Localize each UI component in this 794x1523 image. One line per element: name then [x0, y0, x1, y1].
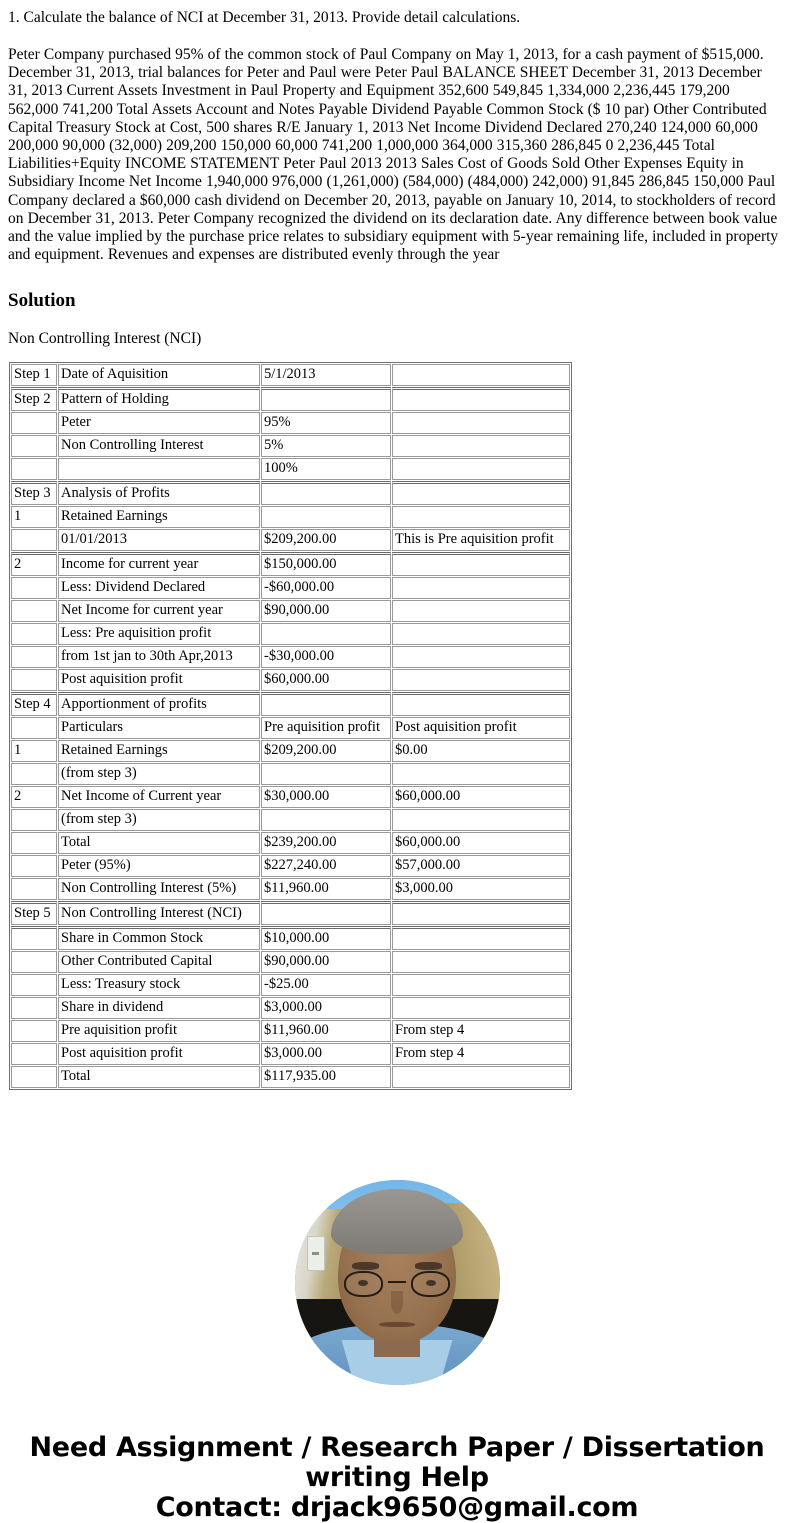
table-cell-step	[11, 529, 57, 551]
table-cell-note	[392, 646, 570, 668]
table-cell-value: $227,240.00	[261, 855, 391, 877]
table-cell-step	[11, 623, 57, 645]
table-cell-value	[261, 623, 391, 645]
table-cell-particular: Apportionment of profits	[58, 692, 260, 716]
table-cell-note	[392, 623, 570, 645]
table-cell-particular: Less: Treasury stock	[58, 974, 260, 996]
avatar-eyeglass-lens-left	[344, 1271, 383, 1298]
portrait-section	[0, 1090, 794, 1385]
table-cell-particular: Less: Dividend Declared	[58, 577, 260, 599]
avatar-nose	[391, 1291, 403, 1314]
table-cell-particular: Peter (95%)	[58, 855, 260, 877]
table-cell-note	[392, 435, 570, 457]
table-cell-note	[392, 552, 570, 576]
table-cell-step	[11, 809, 57, 831]
table-cell-step	[11, 435, 57, 457]
nci-table-wrapper	[0, 348, 794, 1090]
table-row	[11, 623, 570, 645]
avatar-eyeglass-lens-right	[411, 1271, 450, 1298]
table-cell-particular: Net Income for current year	[58, 600, 260, 622]
table-row	[11, 786, 570, 808]
table-cell-value	[261, 692, 391, 716]
table-cell-step	[11, 577, 57, 599]
table-cell-particular: Share in dividend	[58, 997, 260, 1019]
table-row	[11, 600, 570, 622]
nci-table-body	[11, 364, 570, 1088]
table-cell-step	[11, 974, 57, 996]
table-cell-value: $3,000.00	[261, 1043, 391, 1065]
table-cell-step	[11, 600, 57, 622]
table-cell-step	[11, 832, 57, 854]
table-cell-note	[392, 506, 570, 528]
table-row	[11, 878, 570, 900]
question-line: 1. Calculate the balance of NCI at December 31, 2013. Provide detail calculations.	[8, 9, 521, 26]
table-cell-value: $90,000.00	[261, 600, 391, 622]
table-cell-note: From step 4	[392, 1043, 570, 1065]
solution-heading: Solution	[8, 290, 76, 312]
table-row	[11, 1066, 570, 1088]
table-cell-note: This is Pre aquisition profit	[392, 529, 570, 551]
table-cell-value: 95%	[261, 412, 391, 434]
table-cell-step: Step 4	[11, 692, 57, 716]
table-cell-particular: Particulars	[58, 717, 260, 739]
table-cell-step	[11, 458, 57, 480]
promo-banner	[0, 1385, 794, 1523]
table-row	[11, 481, 570, 505]
table-cell-step	[11, 855, 57, 877]
table-cell-particular: Non Controlling Interest	[58, 435, 260, 457]
table-cell-value: 5%	[261, 435, 391, 457]
table-caption: Non Controlling Interest (NCI)	[8, 330, 202, 348]
table-row	[11, 387, 570, 411]
table-cell-step: Step 1	[11, 364, 57, 386]
table-cell-note	[392, 809, 570, 831]
table-cell-particular: (from step 3)	[58, 763, 260, 785]
table-cell-particular: Retained Earnings	[58, 506, 260, 528]
table-cell-particular: Total	[58, 1066, 260, 1088]
table-row	[11, 832, 570, 854]
table-cell-particular: Net Income of Current year	[58, 786, 260, 808]
table-cell-step	[11, 763, 57, 785]
nci-calculation-table	[9, 362, 572, 1090]
table-cell-value	[261, 481, 391, 505]
table-cell-step: 2	[11, 786, 57, 808]
table-cell-particular: 01/01/2013	[58, 529, 260, 551]
table-cell-particular: Date of Aquisition	[58, 364, 260, 386]
table-cell-step	[11, 1066, 57, 1088]
table-cell-step: Step 3	[11, 481, 57, 505]
table-row	[11, 1020, 570, 1042]
table-row	[11, 577, 570, 599]
table-row	[11, 529, 570, 551]
table-cell-particular: from 1st jan to 30th Apr,2013	[58, 646, 260, 668]
table-cell-value: $150,000.00	[261, 552, 391, 576]
table-cell-value: $90,000.00	[261, 951, 391, 973]
table-row	[11, 951, 570, 973]
table-cell-particular: Pre aquisition profit	[58, 1020, 260, 1042]
table-cell-note	[392, 412, 570, 434]
table-cell-value: -$60,000.00	[261, 577, 391, 599]
table-cell-value: -$25.00	[261, 974, 391, 996]
table-cell-note	[392, 692, 570, 716]
table-row	[11, 809, 570, 831]
table-cell-step: Step 2	[11, 387, 57, 411]
table-cell-value	[261, 763, 391, 785]
table-row	[11, 435, 570, 457]
table-row	[11, 1043, 570, 1065]
table-cell-value: Pre aquisition profit	[261, 717, 391, 739]
table-cell-particular: (from step 3)	[58, 809, 260, 831]
table-cell-value	[261, 506, 391, 528]
table-row	[11, 412, 570, 434]
table-row	[11, 506, 570, 528]
table-cell-step	[11, 717, 57, 739]
table-cell-note	[392, 997, 570, 1019]
table-cell-note	[392, 669, 570, 691]
table-row	[11, 458, 570, 480]
avatar-eyeglass-bridge	[388, 1281, 406, 1283]
table-cell-note: From step 4	[392, 1020, 570, 1042]
table-cell-particular: Less: Pre aquisition profit	[58, 623, 260, 645]
table-cell-note	[392, 763, 570, 785]
table-row	[11, 692, 570, 716]
avatar-eyebrow-right	[415, 1262, 442, 1269]
table-row	[11, 717, 570, 739]
table-cell-step	[11, 1043, 57, 1065]
promo-line-1: Need Assignment / Research Paper / Dissertation	[29, 1432, 765, 1464]
table-cell-value: $209,200.00	[261, 740, 391, 762]
table-cell-particular: Income for current year	[58, 552, 260, 576]
table-row	[11, 997, 570, 1019]
table-cell-particular: Post aquisition profit	[58, 1043, 260, 1065]
promo-line-2: writing Help	[305, 1462, 489, 1494]
table-cell-step	[11, 997, 57, 1019]
table-row	[11, 855, 570, 877]
table-cell-particular: Retained Earnings	[58, 740, 260, 762]
table-cell-note	[392, 458, 570, 480]
table-cell-particular: Analysis of Profits	[58, 481, 260, 505]
table-cell-note	[392, 926, 570, 950]
table-cell-note	[392, 387, 570, 411]
table-cell-value: 100%	[261, 458, 391, 480]
table-cell-value: $11,960.00	[261, 1020, 391, 1042]
table-cell-particular: Total	[58, 832, 260, 854]
table-cell-value	[261, 901, 391, 925]
table-cell-note	[392, 577, 570, 599]
table-cell-note	[392, 364, 570, 386]
table-cell-note: $60,000.00	[392, 832, 570, 854]
table-cell-value: $209,200.00	[261, 529, 391, 551]
table-cell-step: Step 5	[11, 901, 57, 925]
table-cell-particular: Non Controlling Interest (5%)	[58, 878, 260, 900]
table-cell-value: $239,200.00	[261, 832, 391, 854]
table-cell-note: Post aquisition profit	[392, 717, 570, 739]
table-cell-value: $11,960.00	[261, 878, 391, 900]
table-cell-note	[392, 974, 570, 996]
table-row	[11, 901, 570, 925]
table-cell-step	[11, 926, 57, 950]
table-cell-value: $10,000.00	[261, 926, 391, 950]
table-cell-note: $60,000.00	[392, 786, 570, 808]
table-row	[11, 974, 570, 996]
table-row	[11, 669, 570, 691]
table-cell-note	[392, 1066, 570, 1088]
table-cell-step	[11, 951, 57, 973]
table-cell-step	[11, 412, 57, 434]
table-cell-note	[392, 901, 570, 925]
table-row	[11, 763, 570, 785]
table-cell-note	[392, 481, 570, 505]
table-row	[11, 364, 570, 386]
table-cell-step: 1	[11, 506, 57, 528]
table-cell-particular	[58, 458, 260, 480]
table-cell-step: 2	[11, 552, 57, 576]
table-cell-particular: Peter	[58, 412, 260, 434]
table-cell-value: $3,000.00	[261, 997, 391, 1019]
problem-statement-paragraph: Peter Company purchased 95% of the common stock of Paul Company on May 1, 2013, for a cash payment of $515,000. December 31, 2013, trial balances for Peter and Paul were Peter Paul BALANCE SHEET December 31, 2013 December 31, 2013 Current Assets Investment in Paul Property and Equipment 352,600 549,845 1,334,000 2,236,445 179,200 562,000 741,200 Total Assets Account and Notes Payable Dividend Payable Common Stock ($ 10 par) Other Contributed Capital Treasury Stock at Cost, 500 shares R/E January 1, 2013 Net Income Dividend Declared 270,240 124,000 60,000 200,000 90,000 (32,000) 209,200 150,000 60,000 741,200 1,000,000 364,000 315,360 286,845 0 2,236,445 Total Liabilities+Equity INCOME STATEMENT Peter Paul 2013 2013 Sales Cost of Goods Sold Other Expenses Equity in Subsidiary Income Net Income 1,940,000 976,000 (1,261,000) (584,000) (484,000) 242,000) 91,845 286,845 150,000 Paul Company declared a $60,000 cash dividend on December 20, 2013, payable on January 10, 2014, to stockholders of record on December 31, 2013. Peter Company recognized the dividend on its declaration date. Any difference between book value and the value implied by the purchase price relates to subsidiary equipment with 5-year remaining life, included in property and equipment. Revenues and expenses are distributed evenly through the year	[8, 46, 779, 264]
table-cell-value: $30,000.00	[261, 786, 391, 808]
avatar	[295, 1180, 500, 1385]
table-cell-value: $60,000.00	[261, 669, 391, 691]
table-cell-note: $0.00	[392, 740, 570, 762]
table-row	[11, 552, 570, 576]
table-row	[11, 740, 570, 762]
table-cell-value	[261, 809, 391, 831]
avatar-eyebrow-left	[352, 1262, 379, 1269]
table-cell-particular: Post aquisition profit	[58, 669, 260, 691]
table-cell-value: $117,935.00	[261, 1066, 391, 1088]
table-row	[11, 926, 570, 950]
table-cell-particular: Other Contributed Capital	[58, 951, 260, 973]
table-cell-value: 5/1/2013	[261, 364, 391, 386]
table-cell-note	[392, 600, 570, 622]
table-cell-step	[11, 646, 57, 668]
table-cell-step	[11, 878, 57, 900]
table-cell-particular: Non Controlling Interest (NCI)	[58, 901, 260, 925]
avatar-mouth	[379, 1322, 416, 1327]
table-cell-value: -$30,000.00	[261, 646, 391, 668]
table-cell-note	[392, 951, 570, 973]
promo-line-3: Contact: drjack9650@gmail.com	[155, 1492, 639, 1523]
avatar-light-switch	[307, 1236, 325, 1271]
table-cell-particular: Pattern of Holding	[58, 387, 260, 411]
table-cell-note: $57,000.00	[392, 855, 570, 877]
table-cell-step: 1	[11, 740, 57, 762]
table-cell-note: $3,000.00	[392, 878, 570, 900]
table-cell-step	[11, 1020, 57, 1042]
table-cell-value	[261, 387, 391, 411]
table-cell-step	[11, 669, 57, 691]
table-row	[11, 646, 570, 668]
table-cell-particular: Share in Common Stock	[58, 926, 260, 950]
